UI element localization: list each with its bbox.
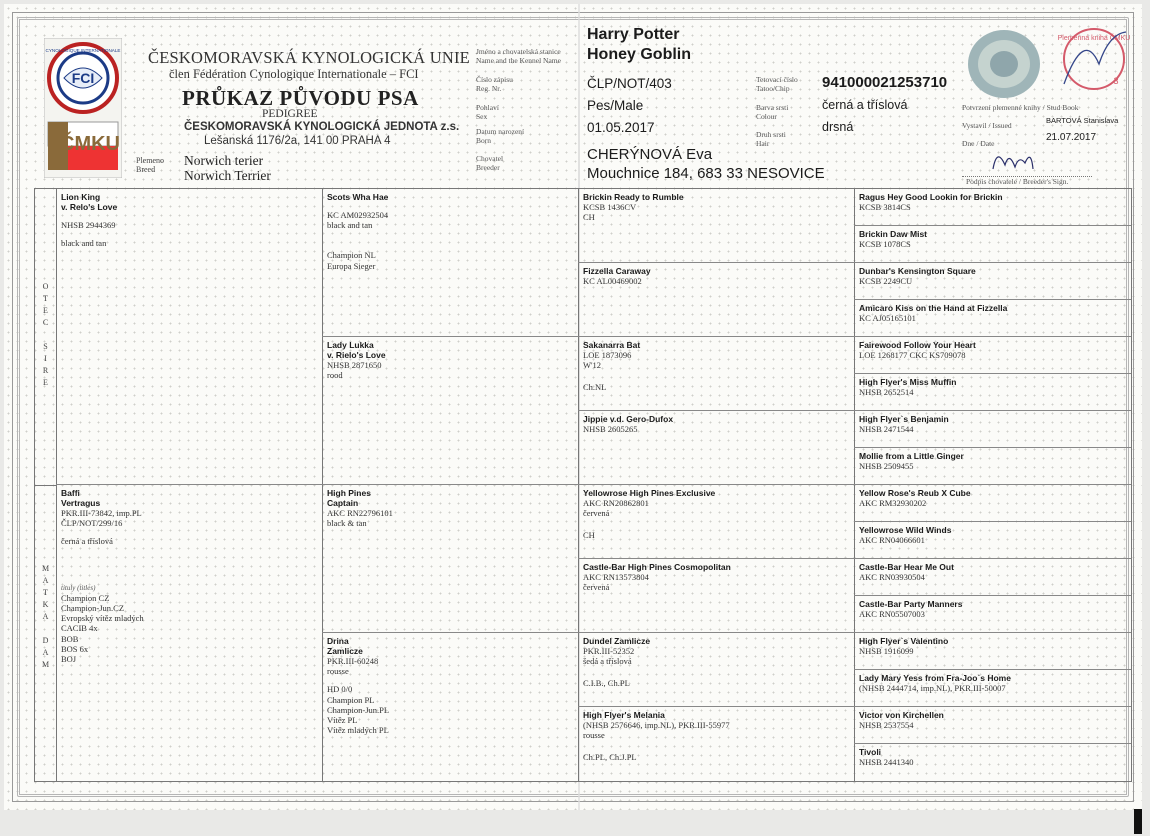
- breeder-name: CHERÝNOVÁ Eva: [587, 146, 713, 163]
- g3-reg: AKC RN13573804: [583, 572, 649, 582]
- g4-reg: AKC RN03930504: [859, 572, 925, 582]
- sire-dam-reg: NHSB 2871650: [327, 360, 382, 370]
- g4-reg: NHSB 2509455: [859, 461, 914, 471]
- g3-extra: CH: [583, 212, 595, 223]
- born-label: Datum narození Born: [476, 127, 525, 145]
- g4-cell: [854, 411, 1131, 448]
- dam-dam-title: Vítěz PL: [327, 715, 358, 726]
- g4-cell: [854, 189, 1131, 226]
- g4-cell: [854, 226, 1131, 263]
- sire-color: black and tan: [61, 238, 107, 249]
- g4-cell: [854, 670, 1131, 707]
- g4-name: Yellowrose Wild Winds: [859, 525, 952, 535]
- dam-title: BOS 6x: [61, 643, 89, 654]
- g4-name: Ragus Hey Good Lookin for Brickin: [859, 192, 1003, 202]
- chip-value: 941000021253710: [822, 74, 948, 91]
- side-letter: K: [42, 600, 49, 609]
- sire-dam-color: rood: [327, 370, 343, 381]
- side-letter: S: [43, 342, 48, 351]
- g3-cell: [578, 485, 854, 559]
- g3-reg: PKR.III-52352: [583, 646, 635, 656]
- parents-column: [56, 189, 323, 781]
- reg-number: ČLP/NOT/403: [587, 76, 672, 91]
- dam-titles-label: tituly (titles): [61, 583, 96, 592]
- g4-name: Brickin Daw Mist: [859, 229, 928, 239]
- dam-name-line2: Vertragus: [61, 498, 101, 508]
- name-label: Jméno a chovatelská stanice Name and the Kennel Name: [476, 47, 561, 65]
- dam-sire-reg: AKC RN22796101: [327, 508, 393, 518]
- dam-sire-color: black & tan: [327, 518, 367, 529]
- g4-reg: KCSB 1078CS: [859, 239, 911, 249]
- g4-name: Yellow Rose's Reub X Cube: [859, 488, 971, 498]
- g3-extra: červená: [583, 582, 610, 593]
- side-letter: [35, 329, 56, 341]
- dam-title: Champion CZ: [61, 592, 110, 603]
- g3-cell: [578, 707, 854, 781]
- g4-name: Castle-Bar Party Manners: [859, 599, 963, 609]
- g4-reg: NHSB 2652514: [859, 387, 914, 397]
- sire-reg: NHSB 2944369: [61, 220, 116, 230]
- side-letter: E: [43, 378, 48, 387]
- g4-name: Victor von Kirchellen: [859, 710, 944, 720]
- svg-text:FCI: FCI: [71, 70, 95, 86]
- side-letter: C: [42, 318, 49, 327]
- g3-extra2: C.I.B., Ch.PL: [583, 678, 630, 689]
- sire-sire-reg: KC AM02932504: [327, 210, 389, 220]
- dam-titles: [61, 593, 317, 664]
- pedigree-table: [34, 188, 1132, 782]
- g4-name: High Flyer`s Valentino: [859, 636, 949, 646]
- dam-sire-cell: [322, 485, 578, 633]
- side-letter: M: [41, 660, 50, 669]
- g4-name: Castle-Bar Hear Me Out: [859, 562, 954, 572]
- g4-cell: [854, 559, 1131, 596]
- dam-name-line1: Baffi: [61, 488, 80, 498]
- g3-extra: červená: [583, 508, 610, 519]
- great-great-grandparents-column: [854, 189, 1131, 781]
- sire-dam-name-line2: v. Rielo's Love: [327, 350, 386, 360]
- g3-cell: [578, 263, 854, 337]
- colour-label: Barva srsti Colour: [756, 103, 789, 121]
- side-letter: [35, 623, 56, 635]
- sire-sire-cell: [322, 189, 578, 337]
- g3-cell: [578, 633, 854, 707]
- g4-reg: AKC RM32930202: [859, 498, 927, 508]
- g3-name: Yellowrose High Pines Exclusive: [583, 488, 716, 498]
- issued-date: 21.07.2017: [1046, 132, 1097, 143]
- dam-title: BOB: [61, 633, 79, 644]
- g4-cell: [854, 374, 1131, 411]
- g4-cell: [854, 448, 1131, 485]
- dam-dam-color: rousse: [327, 666, 349, 677]
- g4-name: Amicaro Kiss on the Hand at Fizzella: [859, 303, 1008, 313]
- dam-dam-hd: HD 0/0: [327, 684, 353, 695]
- dam-title: Evropský vítěz mladých: [61, 613, 144, 624]
- g3-reg: (NHSB 2576646, imp.NL), PKR.III-55977: [583, 720, 730, 730]
- dam-cell: [56, 485, 322, 781]
- g4-cell: [854, 633, 1131, 670]
- g3-extra2: CH: [583, 530, 595, 541]
- club-name: ČESKOMORAVSKÁ KYNOLOGICKÁ JEDNOTA z.s.: [184, 121, 460, 133]
- sire-dam-cell: [322, 337, 578, 485]
- union-name: ČESKOMORAVSKÁ KYNOLOGICKÁ UNIE: [148, 48, 470, 67]
- document-subtitle: PEDIGREE: [262, 108, 318, 120]
- g3-reg: KC AL00469002: [583, 276, 642, 286]
- colour-value: černá a tříslová: [822, 98, 908, 112]
- sire-side-label: [35, 189, 57, 486]
- g3-cell: [578, 559, 854, 633]
- side-letter: I: [44, 354, 47, 363]
- g3-reg: AKC RN20862801: [583, 498, 649, 508]
- breed-value: Norwich terier Norwich Terrier: [184, 153, 271, 183]
- studbook-label: Potvrzení plemenné knihy / Stud Book: [962, 103, 1079, 112]
- g4-cell: [854, 522, 1131, 559]
- sire-sire-title: Champion NL: [327, 250, 376, 261]
- born-value: 01.05.2017: [587, 120, 655, 135]
- breeder-address: Mouchnice 184, 683 33 NESOVICE: [587, 165, 825, 182]
- g4-name: Lady Mary Yess from Fra-Joo`s Home: [859, 673, 1011, 683]
- reg-label: Číslo zápisu Reg. Nr.: [476, 75, 513, 93]
- sire-sire-color: black and tan: [327, 220, 373, 231]
- sex-label: Pohlaví Sex: [476, 103, 499, 121]
- side-letter: M: [41, 564, 50, 573]
- hologram-seal: [962, 22, 1052, 102]
- hair-value: drsná: [822, 120, 854, 134]
- svg-text:Plemenná kniha ČMKU: Plemenná kniha ČMKU: [1057, 35, 1131, 42]
- chip-label: Tetovací číslo Tatoo/Chip: [756, 75, 798, 93]
- g3-name: Castle-Bar High Pines Cosmopolitan: [583, 562, 731, 572]
- g3-name: Fizzella Caraway: [583, 266, 651, 276]
- g4-cell: [854, 707, 1131, 744]
- scan-edge-mark: [1134, 809, 1142, 834]
- g4-name: Fairewood Follow Your Heart: [859, 340, 976, 350]
- side-letter: A: [42, 576, 49, 585]
- dam-title: Champion-Jun.CZ: [61, 603, 125, 614]
- dam-sire-name-line2: Captain: [327, 498, 359, 508]
- side-letter: O: [42, 282, 49, 291]
- studbook-stamp: [1054, 24, 1134, 94]
- sire-name-line2: v. Relo's Love: [61, 202, 118, 212]
- g4-reg: KCSB 3814CS: [859, 202, 911, 212]
- sire-name-line1: Lion King: [61, 192, 101, 202]
- issued-by: BARTOVÁ Stanislava: [1046, 116, 1119, 125]
- dam-dam-title: Vítěz mladých PL: [327, 725, 389, 736]
- dam-reg2: ČLP/NOT/299/16: [61, 518, 123, 529]
- dog-name-line1: Harry Potter: [587, 26, 680, 43]
- dam-reg1: PKR.III-73842, imp.PL: [61, 508, 142, 518]
- sire-sire-title: Europa Sieger: [327, 260, 376, 271]
- dam-side-label: [35, 485, 57, 781]
- g4-reg: AKC RN05507003: [859, 609, 925, 619]
- g4-reg: AKC RN04066601: [859, 535, 925, 545]
- club-address: Lešanská 1176/2a, 141 00 PRAHA 4: [204, 135, 391, 147]
- pedigree-sheet: [4, 4, 1142, 810]
- g3-name: Jippie v.d. Gero-Dufox: [583, 414, 674, 424]
- g3-extra: W'12: [583, 360, 602, 371]
- side-letter: T: [43, 588, 48, 597]
- side-letter: A: [42, 612, 49, 621]
- sire-cell: [56, 189, 322, 485]
- g4-cell: [854, 744, 1131, 781]
- side-letter: E: [43, 306, 48, 315]
- g4-reg: NHSB 2471544: [859, 424, 914, 434]
- svg-text:3: 3: [1113, 76, 1119, 86]
- g3-extra2: Ch.NL: [583, 382, 607, 393]
- g4-name: Dunbar's Kensington Square: [859, 266, 976, 276]
- g3-name: Dundel Zamlicze: [583, 636, 651, 646]
- fci-cmku-logo: [44, 38, 122, 178]
- side-letter: T: [43, 294, 48, 303]
- g4-reg: NHSB 1916099: [859, 646, 914, 656]
- document-title: PRŮKAZ PŮVODU PSA: [182, 86, 419, 110]
- g4-reg: NHSB 2441340: [859, 757, 914, 767]
- grandparents-column: [322, 189, 579, 781]
- sire-sire-name: Scots Wha Hae: [327, 192, 389, 202]
- g4-name: Tivoli: [859, 747, 882, 757]
- g4-cell: [854, 596, 1131, 633]
- signature-label: Podpis chovatele / Breeder's Sign.: [966, 177, 1069, 186]
- fci-membership: člen Fédération Cynologique Internationale – FCI: [169, 67, 419, 81]
- g3-name: High Flyer's Melania: [583, 710, 665, 720]
- dam-color: černá a tříslová: [61, 536, 113, 547]
- side-letter: R: [42, 366, 49, 375]
- g4-reg: KC AJ05165101: [859, 313, 916, 323]
- g4-reg: LOE 1268177 CKC KS709078: [859, 350, 966, 360]
- dog-name-line2: Honey Goblin: [587, 46, 691, 63]
- breeder-signature: [989, 145, 1037, 175]
- g3-cell: [578, 189, 854, 263]
- sex-value: Pes/Male: [587, 98, 644, 113]
- g4-name: Mollie from a Little Ginger: [859, 451, 964, 461]
- g4-cell: [854, 300, 1131, 337]
- g3-name: Sakanarra Bat: [583, 340, 641, 350]
- g3-extra: šedá a tříslová: [583, 656, 632, 667]
- dam-dam-title: Champion-Jun.PL: [327, 704, 390, 715]
- sire-dam-name-line1: Lady Lukka: [327, 340, 374, 350]
- dam-sire-name-line1: High Pines: [327, 488, 371, 498]
- side-letter: A: [42, 648, 49, 657]
- dam-title: CACIB 4x: [61, 623, 98, 634]
- dam-dam-cell: [322, 633, 578, 781]
- breed-label: Plemeno Breed: [136, 156, 164, 174]
- dam-dam-reg: PKR.III-60248: [327, 656, 379, 666]
- g3-name: Brickin Ready to Rumble: [583, 192, 684, 202]
- g4-reg: (NHSB 2444714, imp.NL), PKR.III-50007: [859, 683, 1006, 693]
- g4-cell: [854, 337, 1131, 374]
- side-letter: D: [42, 636, 49, 645]
- date-label: Dne / Date: [962, 139, 995, 148]
- g4-reg: KCSB 2249CU: [859, 276, 913, 286]
- hair-label: Druh srsti Hair: [756, 130, 786, 148]
- g4-cell: [854, 263, 1131, 300]
- g4-reg: NHSB 2537554: [859, 720, 914, 730]
- g3-cell: [578, 337, 854, 411]
- dam-dam-name-line1: Drina: [327, 636, 349, 646]
- dam-title: BOJ: [61, 654, 77, 665]
- g4-cell: [854, 485, 1131, 522]
- g3-reg: LOE 1873096: [583, 350, 632, 360]
- g3-cell: [578, 411, 854, 485]
- g3-reg: KCSB 1436CV: [583, 202, 637, 212]
- g4-name: High Flyer`s Benjamin: [859, 414, 949, 424]
- g3-extra: rousse: [583, 730, 605, 741]
- issued-label: Vystavil / Issued: [962, 121, 1012, 130]
- g4-name: High Flyer's Miss Muffin: [859, 377, 957, 387]
- dam-dam-name-line2: Zamlicze: [327, 646, 363, 656]
- g3-reg: NHSB 2605265: [583, 424, 638, 434]
- g3-extra2: Ch.PL, Ch.J.PL: [583, 752, 637, 763]
- svg-text:ČMKU: ČMKU: [60, 133, 120, 155]
- great-grandparents-column: [578, 189, 855, 781]
- breeder-label: Chovatel Breeder: [476, 154, 504, 172]
- dam-dam-title: Champion PL: [327, 694, 375, 705]
- svg-text:CYNOLOGIQUE INTERNATIONALE: CYNOLOGIQUE INTERNATIONALE: [45, 48, 121, 53]
